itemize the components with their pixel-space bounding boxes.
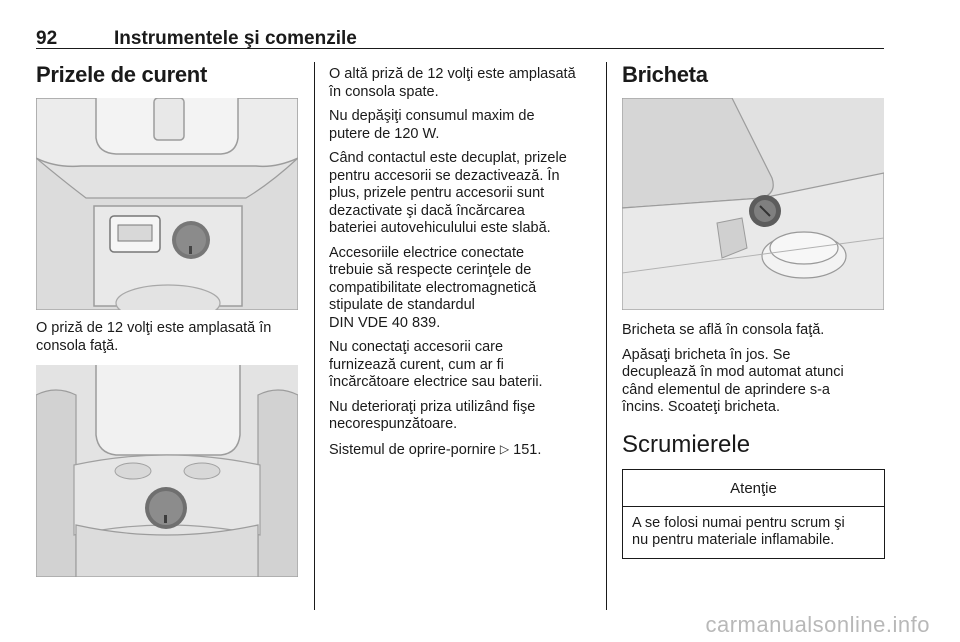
section-heading-lighter: Bricheta	[622, 62, 708, 87]
paragraph: Accesoriile electrice conectate trebuie să respecte cerinţele de compatibilitate electromagnetică stipulate de standardul DIN VDE 40 839.	[329, 244, 537, 331]
watermark: carmanualsonline.info	[705, 612, 930, 637]
column-outlet-details	[329, 66, 591, 466]
warning-title: Atenţie	[623, 470, 884, 507]
warning-box	[622, 469, 885, 559]
cigarette-lighter-illustration	[622, 98, 884, 310]
paragraph: Nu conectaţi accesorii care furnizează curent, cum ar fi încărcătoare electrice sau baterii.	[329, 339, 543, 390]
column-power-outlets	[36, 62, 298, 577]
paragraph: Nu deterioraţi priza utilizând fişe necorespunzătoare.	[329, 398, 536, 432]
column-divider	[606, 62, 607, 610]
warning-text: A se folosi numai pentru scrum şi nu pentru materiale inflamabile.	[632, 514, 845, 548]
page-number: 92	[36, 28, 58, 49]
reference-page: 151.	[513, 441, 542, 458]
column-lighter-ashtray	[622, 62, 886, 559]
caption-front-outlet: O priză de 12 volţi este amplasată în consola faţă.	[36, 320, 272, 354]
paragraph: Apăsaţi bricheta în jos. Se decuplează în mod automat atunci când elementul de aprindere s-a încins. Scoateţi bricheta.	[622, 346, 844, 415]
section-heading-power-outlets: Prizele de curent	[36, 62, 207, 87]
paragraph: Nu depăşiţi consumul maxim de putere de 120 W.	[329, 108, 535, 142]
reference-text: Sistemul de oprire-pornire	[329, 441, 496, 458]
page-reference-icon: ▷	[499, 441, 510, 456]
cross-reference[interactable]	[329, 441, 591, 460]
paragraph: Când contactul este decuplat, prizele pentru accesorii se dezactivează. În plus, prizele pentru accesorii sunt dezactivate şi dacă încărcarea bateriei autovehiculului este slabă.	[329, 150, 567, 236]
section-heading-ashtrays: Scrumierele	[622, 430, 751, 458]
chapter-title: Instrumentele şi comenzile	[114, 28, 357, 49]
front-outlet-illustration	[36, 98, 298, 310]
column-divider	[314, 62, 315, 610]
page-header	[36, 14, 884, 49]
paragraph: O altă priză de 12 volţi este amplasată în consola spate.	[329, 66, 576, 100]
paragraph: Bricheta se află în consola faţă.	[622, 322, 825, 338]
rear-outlet-illustration	[36, 365, 298, 577]
